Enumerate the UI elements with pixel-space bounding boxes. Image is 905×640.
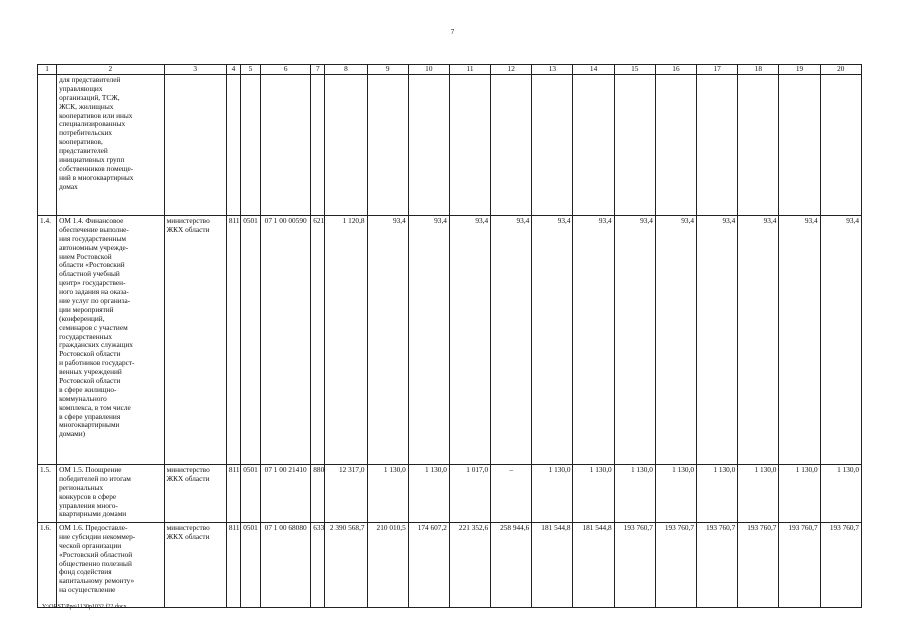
year-value-cell: 93,4 [614,216,655,465]
year-value-cell: 93,4 [449,216,490,465]
table-row [38,523,862,608]
year-value-cell: 193 760,7 [738,523,779,608]
year-value-cell: 193 760,7 [820,523,861,608]
vr-cell: 633 [311,523,325,608]
activity-name-line: кооперативов, [59,137,103,147]
activity-name-line: ний в многоквартирных [59,172,134,182]
year-value-cell [820,75,861,216]
total-cell [325,75,367,216]
year-value-cell: – [491,465,532,523]
column-header: 16 [655,65,696,75]
activity-name-line: многоквартирными [59,420,120,430]
activity-name-line: представителей [59,146,108,156]
activity-name-line: областной учебный [59,269,120,279]
column-header: 8 [325,65,367,75]
row-number-cell [38,75,57,216]
year-value-cell: 193 760,7 [614,523,655,608]
activity-name-line: специализированных [59,119,126,129]
year-value-cell [614,75,655,216]
activity-name-line: (конференций, [59,313,105,323]
vr-cell [311,75,325,216]
activity-name-line: ние субсидии некоммер- [59,531,136,541]
grbs-cell: 811 [226,523,240,608]
year-value-cell: 1 017,0 [449,465,490,523]
activity-name-line: ОМ 1.6. Предоставле- [59,523,128,532]
total-cell: 12 317,0 [325,465,367,523]
activity-name-line: инициативных групп [59,155,125,165]
rzpr-cell: 0501 [240,465,260,523]
vr-cell: 621 [311,216,325,465]
activity-name-line: конкурсов в сфере [59,491,117,501]
executor-cell: министерство ЖКХ области [164,523,226,608]
year-value-cell: 93,4 [532,216,573,465]
year-value-cell: 193 760,7 [655,523,696,608]
year-value-cell: 1 130,0 [820,465,861,523]
activity-name-line: нием Ростовской [59,251,112,261]
activity-name-line: ции мероприятий [59,304,114,314]
activity-name-line: фонд содействия [59,567,112,577]
activity-name-line: ческой организации [59,540,122,550]
year-value-cell: 181 544,8 [573,523,614,608]
activity-name-line: автономным учрежде- [59,242,129,252]
page-number: 7 [450,28,455,36]
column-header: 14 [573,65,614,75]
grbs-cell [226,75,240,216]
activity-name-line: комплекса, в том числе [59,402,131,412]
year-value-cell [367,75,408,216]
executor-cell: министерство ЖКХ области [164,465,226,523]
column-header: 19 [779,65,820,75]
year-value-cell: 1 130,0 [408,465,449,523]
column-header: 7 [311,65,325,75]
column-number-row [38,65,862,75]
grbs-cell: 811 [226,465,240,523]
activity-name-line: квартирными домами [59,509,127,519]
activity-name-line: семинаров с участием [59,322,128,332]
activity-name-cell [57,75,165,216]
row-number-cell: 1.4. [38,216,57,465]
column-header: 20 [820,65,861,75]
column-header: 6 [261,65,311,75]
column-header: 13 [532,65,573,75]
column-header: 10 [408,65,449,75]
year-value-cell: 1 130,0 [614,465,655,523]
year-value-cell [449,75,490,216]
activity-name-line: Ростовской области [59,376,121,386]
activity-name-line: в сфере жилищно- [59,384,117,394]
year-value-cell: 93,4 [738,216,779,465]
activity-name-line: области «Ростовский [59,260,125,270]
activity-name-cell [57,465,165,523]
csr-cell: 07 1 00 21410 [261,465,311,523]
column-header: 9 [367,65,408,75]
activity-name-line: коммунального [59,393,107,403]
column-header: 18 [738,65,779,75]
table-row [38,75,862,216]
year-value-cell: 93,4 [491,216,532,465]
activity-name-line: собственников помеще- [59,163,134,173]
year-value-cell: 93,4 [779,216,820,465]
year-value-cell [573,75,614,216]
year-value-cell: 174 607,2 [408,523,449,608]
csr-cell [261,75,311,216]
year-value-cell: 93,4 [408,216,449,465]
activity-name-line: венных учреждений [59,367,122,377]
row-number-cell: 1.6. [38,523,57,608]
year-value-cell: 93,4 [367,216,408,465]
activity-name-line: домах [59,181,78,191]
column-header: 11 [449,65,490,75]
year-value-cell: 221 352,6 [449,523,490,608]
year-value-cell: 1 130,0 [738,465,779,523]
rzpr-cell [240,75,260,216]
activity-name-line: на осуществление [59,585,116,595]
year-value-cell: 193 760,7 [779,523,820,608]
year-value-cell [697,75,738,216]
activity-name-line: государственных [59,331,113,341]
csr-cell: 07 1 00 68080 [261,523,311,608]
year-value-cell: 1 130,0 [697,465,738,523]
year-value-cell [408,75,449,216]
activity-name-line: общественно полезный [59,558,132,568]
activity-name-line: потребительских [59,128,113,138]
year-value-cell: 258 944,6 [491,523,532,608]
total-cell: 1 120,8 [325,216,367,465]
year-value-cell: 1 130,0 [655,465,696,523]
year-value-cell [738,75,779,216]
year-value-cell: 93,4 [573,216,614,465]
column-header: 4 [226,65,240,75]
budget-table [37,64,862,608]
activity-name-line: Ростовской области [59,349,121,359]
total-cell: 2 390 568,7 [325,523,367,608]
rzpr-cell: 0501 [240,216,260,465]
column-header: 15 [614,65,655,75]
year-value-cell: 93,4 [820,216,861,465]
file-path-footer: Y:\ORST\Ppo\1130p1032.f22.docx [42,604,127,610]
activity-name-cell [57,523,165,608]
activity-name-line: капитальному ремонту» [59,576,135,586]
year-value-cell: 1 130,0 [367,465,408,523]
activity-name-line: кооперативов или иных [59,110,133,120]
activity-name-line: гражданских служащих [59,340,133,350]
year-value-cell: 181 544,8 [532,523,573,608]
year-value-cell: 193 760,7 [697,523,738,608]
activity-name-line: центр» государствен- [59,278,126,288]
year-value-cell: 93,4 [655,216,696,465]
column-header: 1 [38,65,57,75]
rzpr-cell: 0501 [240,523,260,608]
year-value-cell: 1 130,0 [779,465,820,523]
activity-name-line: «Ростовский областной [59,549,133,559]
row-number-cell: 1.5. [38,465,57,523]
activity-name-line: управления много- [59,500,118,510]
vr-cell: 880 [311,465,325,523]
column-header: 3 [164,65,226,75]
column-header: 5 [240,65,260,75]
grbs-cell: 811 [226,216,240,465]
year-value-cell: 1 130,0 [532,465,573,523]
activity-name-line: и работников государст- [59,358,135,368]
year-value-cell [491,75,532,216]
year-value-cell: 93,4 [697,216,738,465]
column-header: 2 [57,65,165,75]
executor-cell [164,75,226,216]
activity-name-line: обеспечение выполне- [59,224,129,234]
activity-name-line: управляющих [59,83,103,93]
csr-cell: 07 1 00 00590 [261,216,311,465]
year-value-cell: 210 010,5 [367,523,408,608]
activity-name-line: организаций, ТСЖ, [59,92,120,102]
column-header: 12 [491,65,532,75]
activity-name-line: для представителей [59,75,121,84]
activity-name-line: ния государственным [59,233,127,243]
activity-name-line: региональных [59,482,104,492]
year-value-cell [655,75,696,216]
year-value-cell [532,75,573,216]
year-value-cell [779,75,820,216]
activity-name-line: домами) [59,429,86,439]
activity-name-line: ние услуг по организа- [59,296,131,306]
activity-name-line: ОМ 1.5. Поощрение [59,465,122,474]
activity-name-cell [57,216,165,465]
activity-name-line: в сфере управления [59,411,121,421]
activity-name-line: победителей по итогам [59,473,131,483]
table-row [38,465,862,523]
activity-name-line: ОМ 1.4. Финансовое [59,216,124,225]
table-row [38,216,862,465]
year-value-cell: 1 130,0 [573,465,614,523]
executor-cell: министерство ЖКХ области [164,216,226,465]
activity-name-line: ЖСК, жилищных [59,101,114,111]
activity-name-line: ного задания на оказа- [59,287,129,297]
column-header: 17 [697,65,738,75]
